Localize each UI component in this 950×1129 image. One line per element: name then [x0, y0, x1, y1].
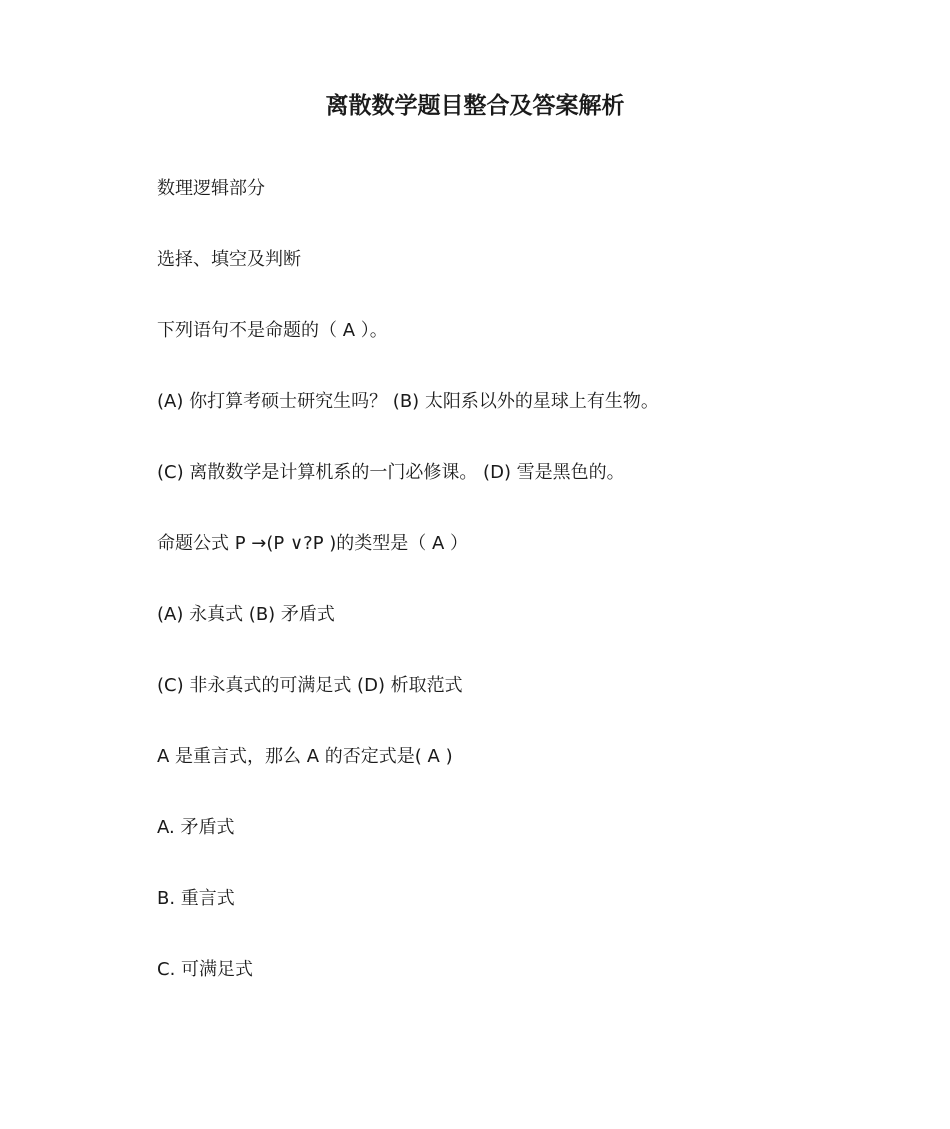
section-heading: 数理逻辑部分 [157, 178, 265, 199]
question-1-options-ab: (A) 你打算考硕士研究生吗？ (B) 太阳系以外的星球上有生物。 [157, 391, 659, 412]
question-1-options-cd: (C) 离散数学是计算机系的一门必修课。 (D) 雪是黑色的。 [157, 462, 625, 483]
question-2-text: 命题公式 P →(P ∨?P )的类型是（ A ） [157, 533, 469, 554]
question-1-text: 下列语句不是命题的（ A ）。 [157, 320, 388, 341]
question-2-options-ab: (A) 永真式 (B) 矛盾式 [157, 604, 335, 625]
question-3-text: A 是重言式，那么 A 的否定式是( A ) [157, 746, 453, 767]
question-3-option-a: A. 矛盾式 [157, 817, 235, 838]
question-3-option-b: B. 重言式 [157, 888, 235, 909]
question-3-option-c: C. 可满足式 [157, 959, 254, 980]
subsection-heading: 选择、填空及判断 [157, 249, 301, 270]
document-body [157, 174, 857, 1026]
document-title: 离散数学题目整合及答案解析 [325, 93, 625, 119]
question-2-options-cd: (C) 非永真式的可满足式 (D) 析取范式 [157, 675, 463, 696]
